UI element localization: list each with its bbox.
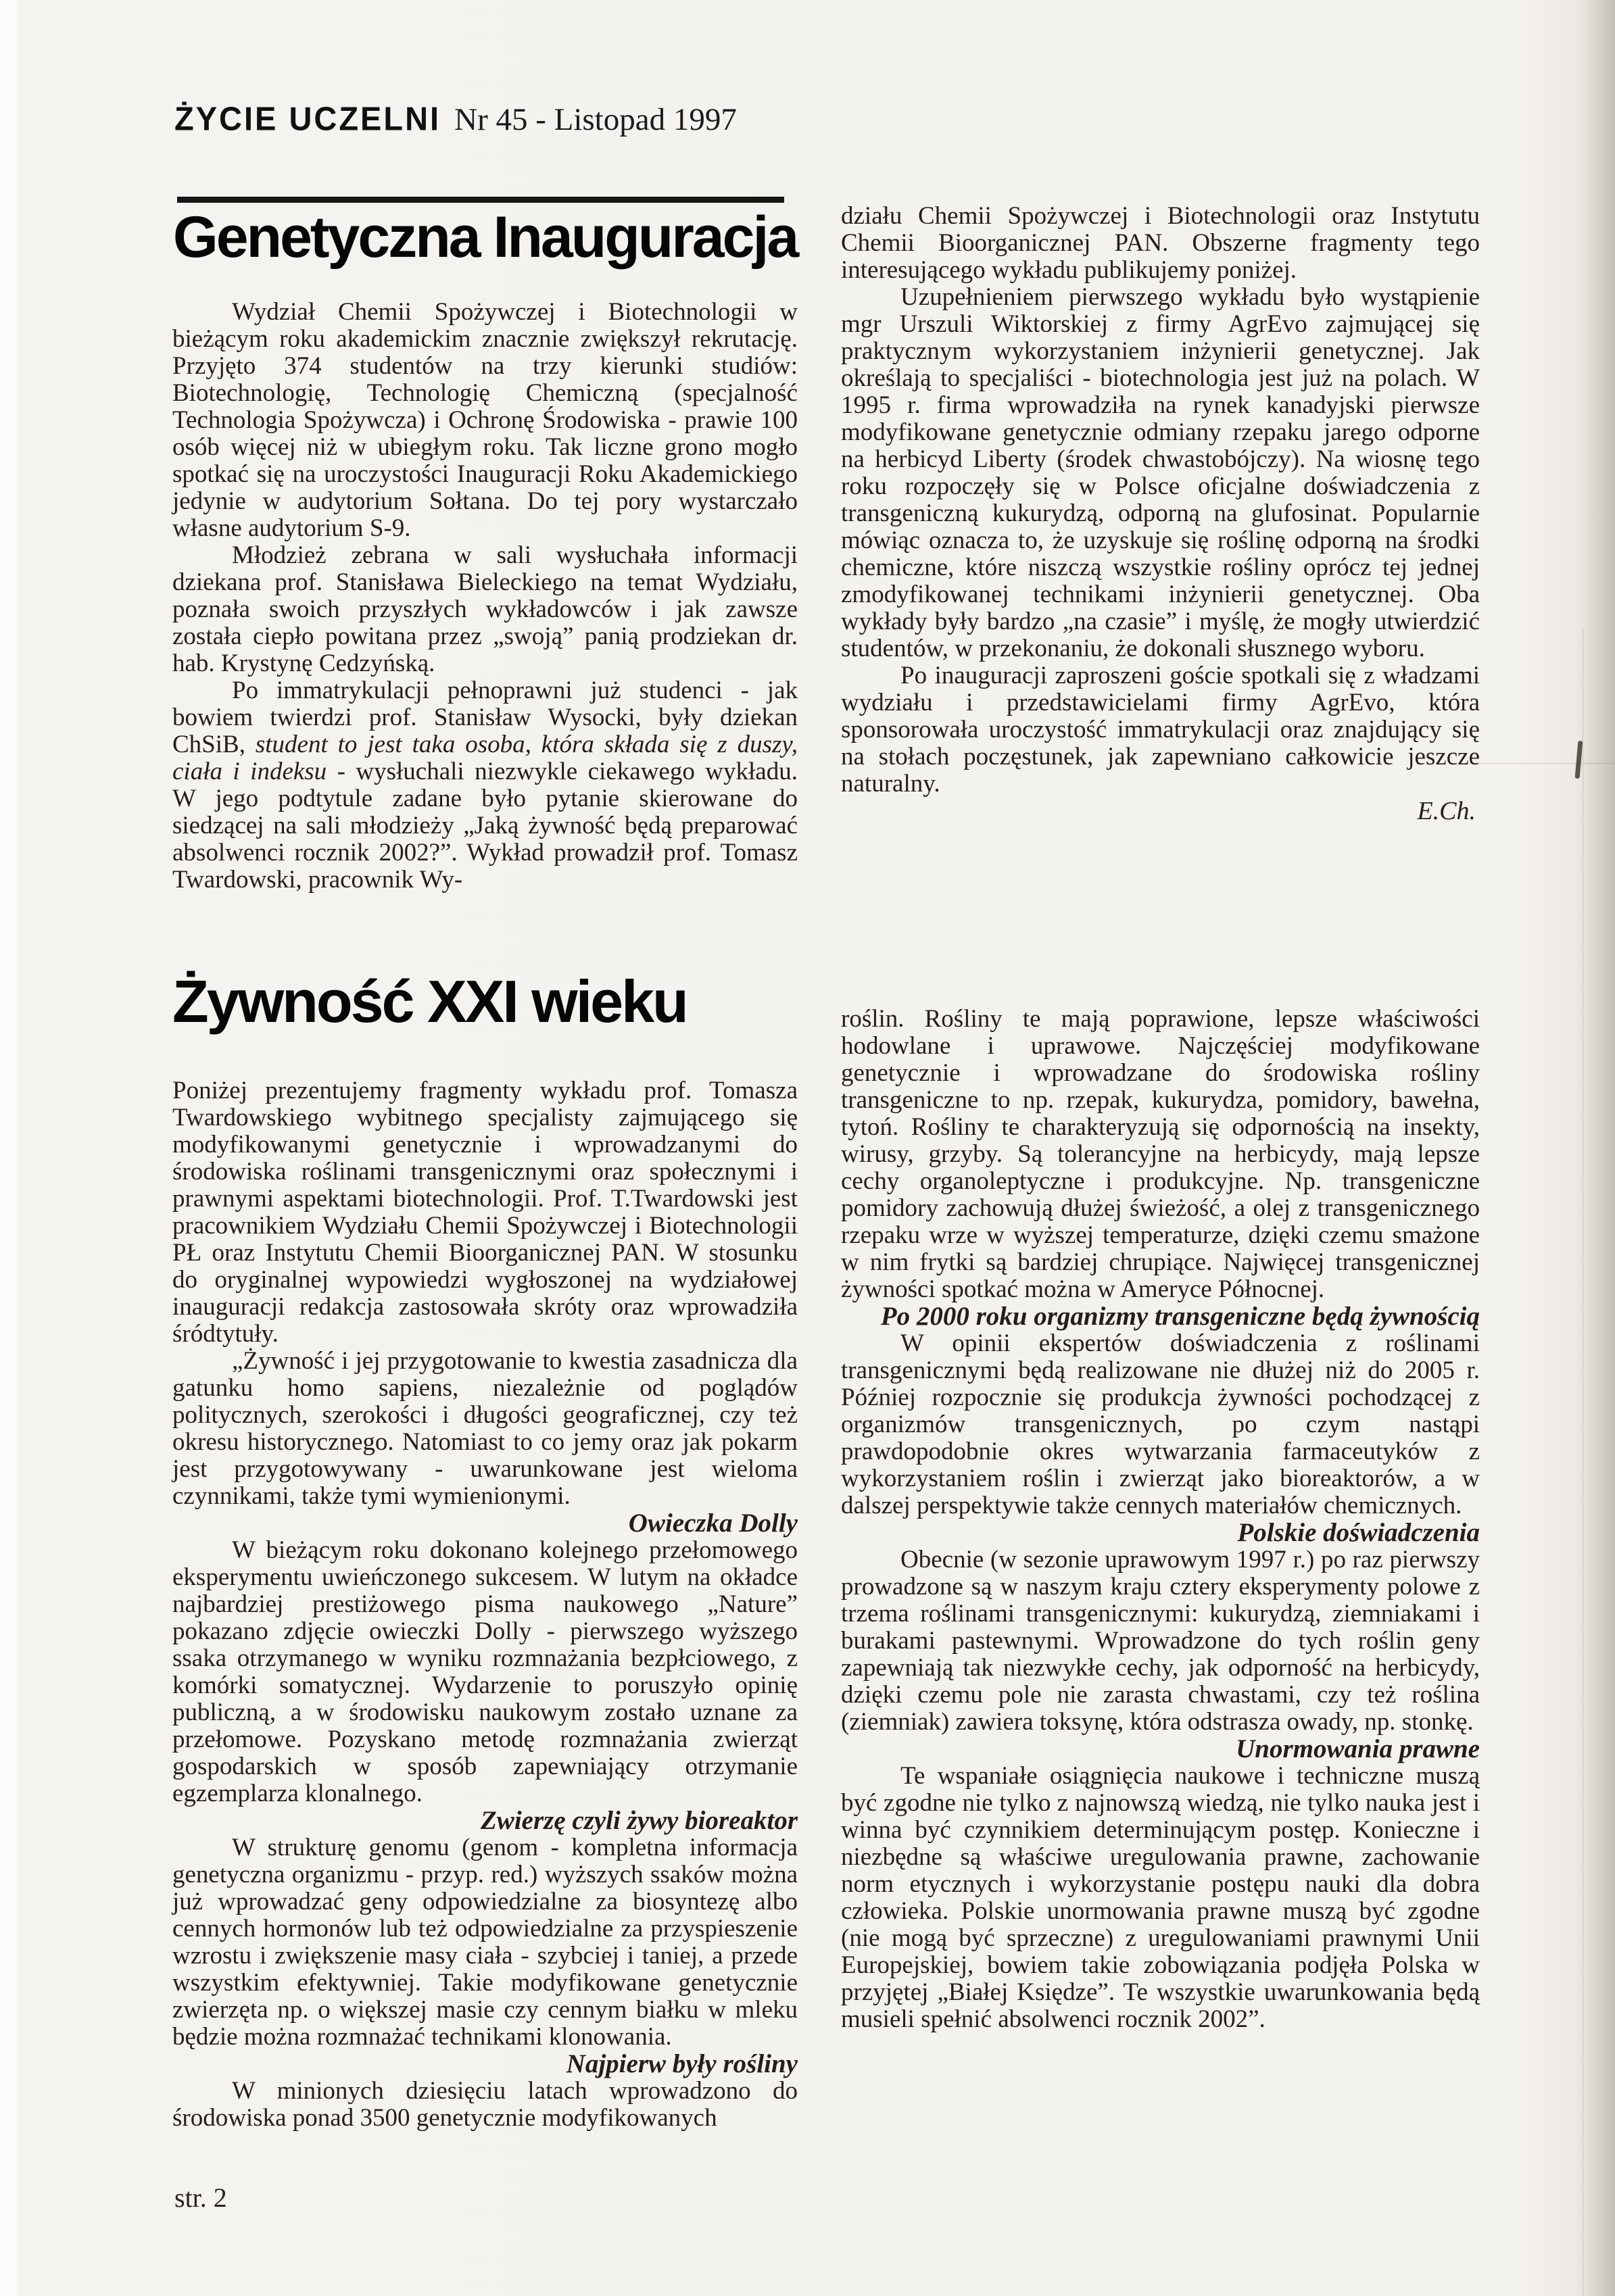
page-header (174, 100, 737, 138)
issue-label: Nr 45 - Listopad 1997 (454, 102, 737, 137)
article1-right-paragraph-3: Po inauguracji zaproszeni goście spotkali się z władzami wydziału i przedstawicielami firmy AgrEvo, która sponsorowała uroczystość immatrykulacji oraz znajdujący się na stołach poczęstunek, jak zapewniano całkowicie jeszcze naturalny. (841, 662, 1480, 798)
article2-right-paragraph-2: W opinii ekspertów doświadczenia z roślinami transgenicznymi będą realizowane nie dłużej niż do 2005 r. Później rozpocznie się produkcja żywności pochodzącej z organizmów transgenicznych, po czym nastąpi prawdopodobnie okres wytwarzania farmaceutyków z wykorzystaniem roślin i zwierząt jako bioreaktorów, a w dalszej perspektywie także cennych materiałów chemicznych. (841, 1329, 1480, 1519)
article1-right-column (841, 203, 1480, 825)
header-rule (177, 197, 784, 203)
article2-intro-paragraph: Poniżej prezentujemy fragmenty wykładu prof. Tomasza Twardowskiego wybitnego specjalisty zajmującego się modyfikowanymi genetycznie i wprowadzanymi do środowiska roślinami transgenicznymi oraz społecznymi i prawnymi aspektami biotechnologii. Prof. T.Twardowski jest pracownikiem Wydziału Chemii Spożywczej i Biotechnologii PŁ oraz Instytutu Chemii Bioorganicznej PAN. W stosunku do oryginalnej wypowiedzi wygłoszonej na wydziałowej inauguracji redakcja zastosowała skróty oraz wprowadziła śródtytuły. (172, 1077, 798, 1348)
article2-left-paragraph-1: „Żywność i jej przygotowanie to kwestia zasadnicza dla gatunku homo sapiens, niezależnie od poglądów politycznych, szerokości i długości geograficznej, czy też okresu historycznego. Natomiast to co jemy oraz jak pokarm jest przygotowywany - uwarunkowane jest wieloma czynnikami, także tymi wymienionymi. (172, 1347, 798, 1510)
article2-subhead-dolly: Owieczka Dolly (628, 1509, 798, 1538)
article2-title: Żywność XXI wieku (172, 968, 687, 1035)
article2-subhead-after-2000: Po 2000 roku organizmy transgeniczne będą żywnością (880, 1302, 1480, 1331)
page-number: str. 2 (174, 2182, 227, 2213)
scan-left-edge (0, 0, 18, 2296)
paragraph-segment-italic: student to jest taka osoba, która składa się z duszy, ciała i indeksu (172, 731, 798, 785)
article1-title: Genetyczna Inauguracja (172, 205, 798, 270)
article1-left-paragraph-1: Wydział Chemii Spożywczej i Biotechnologii w bieżącym roku akademickim znacznie zwiększył rekrutację. Przyjęto 374 studentów na trzy kierunki studiów: Biotechnologię, Technologię Chemiczną (specjalność Technologia Spożywcza) i Ochronę Środowiska - prawie 100 osób więcej niż w ubiegłym roku. Tak liczne grono mogło spotkać się na uroczystości Inauguracji Roku Akademickiego jedynie w audytorium Sołtana. Do tej pory wystarczało własne audytorium S-9. (172, 298, 798, 542)
article2-left-paragraph-4: W minionych dziesięciu latach wprowadzono do środowiska ponad 3500 genetycznie modyfikowanych (172, 2077, 798, 2132)
article1-right-paragraph-2: Uzupełnieniem pierwszego wykładu było wystąpienie mgr Urszuli Wiktorskiej z firmy AgrEvo zajmującej się praktycznym wykorzystaniem inżynierii genetycznej. Jak określają to specjaliści - biotechnologia jest już na polach. W 1995 r. firma wprowadziła na rynek kanadyjski pierwsze modyfikowane genetycznie odmiany rzepaku jarego odporne na herbicyd Liberty (środek chwastobójczy). Na wiosnę tego roku rozpoczęły się w Polsce oficjalne doświadczenia z transgeniczną kukurydzą, odporną na glufosinat. Popularnie mówiąc oznacza to, że uzyskuje się roślinę odporną na środki chemiczne, które niszczą wszystkie rośliny oprócz tej jednej zmodyfikowanej technikami inżynierii genetycznej. Oba wykłady były bardzo „na czasie” i myślę, że mogły utwierdzić studentów, w przekonaniu, że dokonali słusznego wyboru. (841, 283, 1480, 662)
article1-left-paragraph-3 (172, 677, 798, 894)
article2-right-paragraph-3: Obecnie (w sezonie uprawowym 1997 r.) po raz pierwszy prowadzone są w naszym kraju cztery eksperymenty polowe z trzema roślinami transgenicznymi: kukurydzą, ziemniakami i burakami pastewnymi. Wprowadzone do tych roślin geny zapewniają tak niezwykłe cechy, jak odporność na herbicydy, dzięki czemu pole nie zarasta chwastami, czy też roślina (ziemniak) zawiera toksynę, która odstrasza owady, np. stonkę. (841, 1546, 1480, 1736)
article2-subhead-plants-first: Najpierw były rośliny (566, 2049, 798, 2078)
paper-crease-vertical (1582, 629, 1584, 2296)
article1-left-paragraph-2: Młodzież zebrana w sali wysłuchała informacji dziekana prof. Stanisława Bieleckiego na temat Wydziału, poznała swoich przyszłych wykładowców i jak zawsze została ciepło powitana przez „swoją” panią prodziekan dr. hab. Krystynę Cedzyńską. (172, 541, 798, 677)
article2-right-paragraph-4: Te wspaniałe osiągnięcia naukowe i techniczne muszą być zgodne nie tylko z najnowszą wiedzą, nie tylko nauka jest i winna być czynnikiem determinującym postęp. Konieczne i niezbędne są właściwe uregulowania prawne, zachowanie norm etycznych i wykorzystanie postępu nauki dla dobra człowieka. Polskie unormowania prawne muszą być zgodne (nie mogą być sprzeczne) z uregulowaniami prawnymi Unii Europejskiej, bowiem takie zobowiązania podjęła Polska w przyjętej „Białej Księdze”. Te wszystkie uwarunkowania będą musieli spełnić absolwenci rocznik 2002”. (841, 1762, 1480, 2033)
article2-left-paragraph-3: W strukturę genomu (genom - kompletna informacja genetyczna organizmu - przyp. red.) wyższych ssaków można już wprowadzać geny odpowiedzialne za biosyntezę albo cennych hormonów lub też odpowiedzialne za przyspieszenie wzrostu i zwiększenie masy ciała - szybciej i taniej, a przede wszystkim efektywniej. Takie modyfikowane genetycznie zwierzęta np. o większej masie czy cennym białku w mleku będzie można rozmnażać technikami klonowania. (172, 1834, 798, 2051)
paragraph-segment: - wysłuchali niezwykle ciekawego wykładu. W jego podtytule zadane było pytanie skierowane do siedzącej na sali młodzieży „Jaką żywność będą preparować absolwenci rocznik 2002?”. Wykład prowadził prof. Tomasz Twardowski, pracownik Wy- (172, 758, 798, 894)
article2-subhead-bioreactor: Zwierzę czyli żywy bioreaktor (480, 1806, 798, 1835)
masthead-title: ŻYCIE UCZELNI (174, 99, 441, 138)
article2-right-column (841, 1006, 1480, 2033)
article1-left-column (172, 299, 798, 894)
article1-signature: E.Ch. (1417, 797, 1476, 825)
article2-left-column (172, 1077, 798, 2132)
paragraph-segment: Po immatrykulacji pełnoprawni już studenci - jak bowiem twierdzi prof. Stanisław Wysocki, były dziekan ChSiB, (172, 677, 798, 758)
article2-left-paragraph-2: W bieżącym roku dokonano kolejnego przełomowego eksperymentu uwieńczonego sukcesem. W lutym na okładce najbardziej prestiżowego pisma naukowego „Nature” pokazano zdjęcie owieczki Dolly - pierwszego wyższego ssaka otrzymanego w wyniku rozmnażania bezpłciowego, z komórki somatycznej. Wydarzenie to poruszyło opinię publiczną, a w środowisku naukowym zostało uznane za przełomowe. Pozyskano metodę rozmnażania zwierząt gospodarskich w sposób zapewniający otrzymanie egzemplarza klonalnego. (172, 1536, 798, 1807)
article2-subhead-legal-regulations: Unormowania prawne (1236, 1734, 1480, 1763)
article1-right-paragraph-1: działu Chemii Spożywczej i Biotechnologii oraz Instytutu Chemii Bioorganicznej PAN. Obszerne fragmenty tego interesującego wykładu publikujemy poniżej. (841, 202, 1480, 284)
paper-crease-horizontal (1467, 762, 1615, 764)
article2-right-paragraph-1: roślin. Rośliny te mają poprawione, lepsze właściwości hodowlane i uprawowe. Najczęściej modyfikowane genetycznie i wprowadzane do środowiska rośliny transgeniczne to np. rzepak, kukurydza, pomidory, bawełna, tytoń. Rośliny te charakteryzują się odpornością na insekty, wirusy, grzyby. Są tolerancyjne na herbicydy, mają lepsze cechy organoleptyczne i produkcyjne. Np. transgeniczne pomidory zachowują dłużej świeżość, a olej z transgenicznego rzepaku wrze w wyższej temperaturze, dzięki czemu smażone w nim frytki są bardziej chrupiące. Najwięcej transgenicznej żywności spotkać można w Ameryce Północnej. (841, 1005, 1480, 1303)
article2-subhead-polish-experiments: Polskie doświadczenia (1237, 1518, 1480, 1547)
